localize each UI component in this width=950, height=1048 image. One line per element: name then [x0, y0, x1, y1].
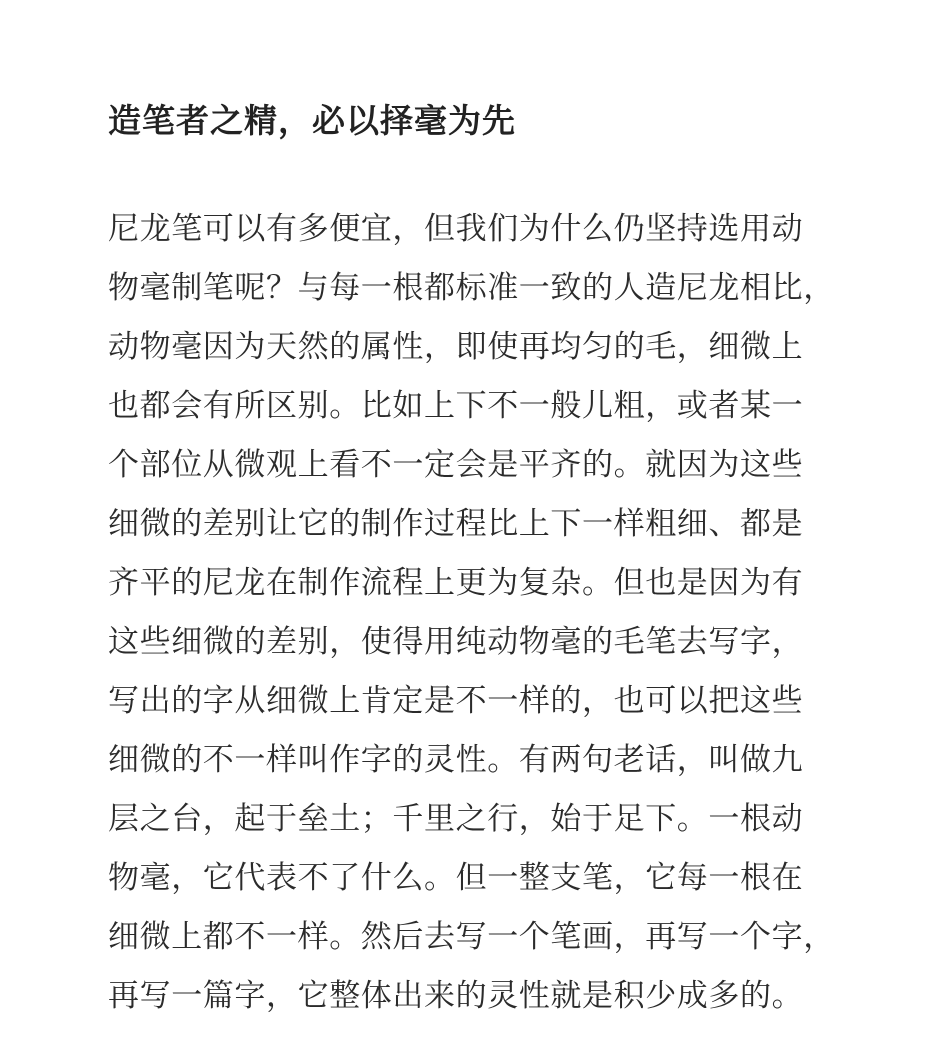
paragraph-line: 细微上都不一样。然后去写一个笔画，再写一个字，	[108, 919, 835, 955]
article-body	[108, 200, 848, 1026]
paragraph-line: 层之台，起于垒土；千里之行，始于足下。一根动	[108, 801, 804, 837]
paragraph-line: 物毫制笔呢？与每一根都标准一致的人造尼龙相比，	[108, 270, 835, 306]
paragraph-line: 尼龙笔可以有多便宜，但我们为什么仍坚持选用动	[108, 211, 804, 247]
paragraph-line: 细微的差别让它的制作过程比上下一样粗细、都是	[108, 506, 804, 542]
paragraph-line: 写出的字从细微上肯定是不一样的，也可以把这些	[108, 683, 804, 719]
paragraph-line: 物毫，它代表不了什么。但一整支笔，它每一根在	[108, 860, 804, 896]
article-title: 造笔者之精，必以择毫为先	[108, 101, 516, 140]
paragraph-line: 细微的不一样叫作字的灵性。有两句老话，叫做九	[108, 742, 804, 778]
paragraph-line: 齐平的尼龙在制作流程上更为复杂。但也是因为有	[108, 565, 804, 601]
paragraph-line: 再写一篇字，它整体出来的灵性就是积少成多的。	[108, 978, 804, 1014]
paragraph-line: 这些细微的差别，使得用纯动物毫的毛笔去写字，	[108, 624, 804, 660]
paragraph-line: 动物毫因为天然的属性，即使再均匀的毛，细微上	[108, 329, 804, 365]
paragraph-line: 个部位从微观上看不一定会是平齐的。就因为这些	[108, 447, 804, 483]
paragraph-line: 也都会有所区别。比如上下不一般儿粗，或者某一	[108, 388, 804, 424]
